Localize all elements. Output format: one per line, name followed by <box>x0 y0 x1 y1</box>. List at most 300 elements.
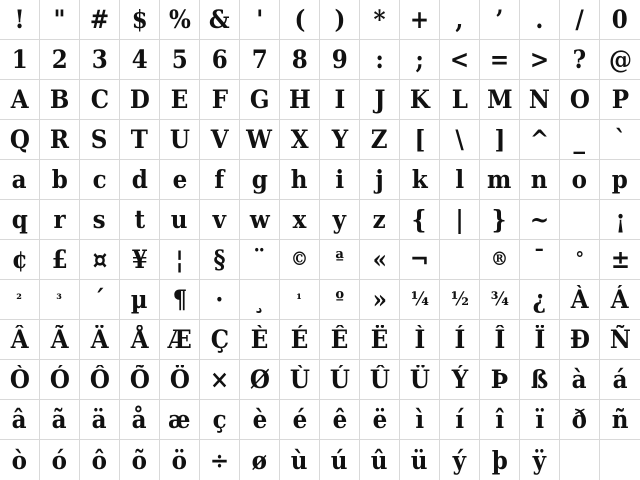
glyph-cell[interactable] <box>440 280 480 320</box>
glyph-cell[interactable] <box>0 440 40 480</box>
glyph-cell[interactable] <box>520 160 560 200</box>
glyph-character: d <box>131 165 148 194</box>
glyph-cell[interactable] <box>80 440 120 480</box>
glyph-character: Z <box>371 125 388 154</box>
glyph-cell[interactable] <box>160 120 200 160</box>
glyph-character: ] <box>494 125 505 154</box>
glyph-cell[interactable] <box>280 0 320 40</box>
glyph-character: Ê <box>330 325 349 354</box>
glyph-cell[interactable] <box>400 400 440 440</box>
glyph-character: ï <box>535 405 544 434</box>
glyph-character: u <box>171 205 188 234</box>
glyph-cell[interactable] <box>0 80 40 120</box>
glyph-character: ; <box>415 45 424 74</box>
glyph-cell[interactable] <box>520 80 560 120</box>
glyph-cell[interactable] <box>440 0 480 40</box>
glyph-cell[interactable] <box>160 240 200 280</box>
glyph-cell[interactable] <box>40 200 80 240</box>
glyph-character: + <box>409 5 430 34</box>
glyph-cell[interactable] <box>520 320 560 360</box>
glyph-cell[interactable] <box>120 280 160 320</box>
glyph-cell[interactable] <box>400 280 440 320</box>
glyph-cell[interactable] <box>240 0 280 40</box>
glyph-cell[interactable] <box>120 0 160 40</box>
glyph-cell[interactable] <box>120 40 160 80</box>
glyph-cell[interactable] <box>80 240 120 280</box>
glyph-cell[interactable] <box>120 360 160 400</box>
glyph-character: « <box>372 245 387 274</box>
glyph-cell[interactable] <box>200 120 240 160</box>
glyph-cell[interactable] <box>280 240 320 280</box>
glyph-cell[interactable] <box>400 160 440 200</box>
glyph-cell[interactable] <box>0 400 40 440</box>
glyph-cell[interactable] <box>40 360 80 400</box>
glyph-cell[interactable] <box>80 360 120 400</box>
glyph-character: ° <box>575 248 584 270</box>
glyph-cell[interactable] <box>360 0 400 40</box>
glyph-cell[interactable] <box>560 360 600 400</box>
glyph-cell[interactable] <box>280 80 320 120</box>
glyph-character: ® <box>490 248 509 270</box>
glyph-character: 4 <box>131 45 148 74</box>
glyph-character: v <box>212 205 227 234</box>
glyph-cell[interactable] <box>160 400 200 440</box>
glyph-cell[interactable] <box>40 280 80 320</box>
glyph-cell[interactable] <box>320 160 360 200</box>
glyph-character: § <box>213 245 226 274</box>
glyph-cell[interactable] <box>80 200 120 240</box>
glyph-cell[interactable] <box>360 160 400 200</box>
glyph-cell[interactable] <box>600 120 640 160</box>
glyph-character: ´ <box>93 285 106 314</box>
glyph-character: ¶ <box>172 285 187 314</box>
glyph-character: n <box>531 165 548 194</box>
glyph-cell[interactable] <box>440 80 480 120</box>
glyph-character: R <box>49 125 70 154</box>
glyph-cell[interactable] <box>520 440 560 480</box>
glyph-cell[interactable] <box>440 400 480 440</box>
glyph-cell[interactable] <box>240 280 280 320</box>
glyph-character: t <box>134 205 145 234</box>
glyph-character: © <box>290 248 309 270</box>
glyph-cell[interactable] <box>200 200 240 240</box>
glyph-character: ð <box>571 405 588 434</box>
glyph-character: ( <box>294 5 305 34</box>
glyph-character: O <box>569 85 590 114</box>
glyph-cell[interactable] <box>360 440 400 480</box>
glyph-cell[interactable] <box>600 40 640 80</box>
glyph-cell[interactable] <box>80 400 120 440</box>
glyph-cell[interactable] <box>280 320 320 360</box>
glyph-character: ' <box>255 5 264 34</box>
glyph-cell[interactable] <box>0 200 40 240</box>
glyph-cell[interactable] <box>280 120 320 160</box>
glyph-character: ü <box>411 445 428 475</box>
glyph-cell[interactable] <box>200 440 240 480</box>
glyph-cell[interactable] <box>480 200 520 240</box>
glyph-cell[interactable] <box>400 120 440 160</box>
glyph-cell[interactable] <box>240 120 280 160</box>
glyph-character: â <box>12 405 27 434</box>
glyph-cell[interactable] <box>200 160 240 200</box>
glyph-cell[interactable] <box>440 240 480 280</box>
glyph-cell[interactable] <box>160 360 200 400</box>
glyph-character: ² <box>16 291 23 308</box>
glyph-character: Å <box>130 325 149 354</box>
glyph-cell[interactable] <box>360 200 400 240</box>
glyph-cell[interactable] <box>200 240 240 280</box>
glyph-cell[interactable] <box>440 200 480 240</box>
glyph-cell[interactable] <box>120 120 160 160</box>
glyph-cell[interactable] <box>400 440 440 480</box>
glyph-cell[interactable] <box>360 240 400 280</box>
glyph-character: ó <box>51 445 68 475</box>
glyph-cell[interactable] <box>240 200 280 240</box>
glyph-cell[interactable] <box>480 0 520 40</box>
glyph-cell[interactable] <box>240 440 280 480</box>
glyph-cell[interactable] <box>120 440 160 480</box>
glyph-cell[interactable] <box>200 400 240 440</box>
glyph-cell[interactable] <box>200 320 240 360</box>
glyph-character: . <box>535 5 544 34</box>
glyph-character: Y <box>331 125 348 154</box>
glyph-character: ¬ <box>409 245 430 274</box>
glyph-cell[interactable] <box>40 160 80 200</box>
glyph-cell[interactable] <box>120 400 160 440</box>
glyph-cell[interactable] <box>440 120 480 160</box>
glyph-character: ì <box>415 405 424 434</box>
glyph-cell[interactable] <box>280 40 320 80</box>
glyph-cell[interactable] <box>40 80 80 120</box>
glyph-character: à <box>572 365 587 394</box>
glyph-character: a <box>12 165 27 194</box>
glyph-character: ù <box>291 445 308 475</box>
glyph-character: ª <box>335 248 344 270</box>
glyph-cell[interactable] <box>40 120 80 160</box>
glyph-cell[interactable] <box>40 40 80 80</box>
glyph-cell[interactable] <box>600 80 640 120</box>
glyph-cell[interactable] <box>200 80 240 120</box>
glyph-cell[interactable] <box>440 440 480 480</box>
glyph-character: Í <box>454 325 465 354</box>
glyph-character: ý <box>452 445 467 475</box>
glyph-cell[interactable] <box>520 400 560 440</box>
glyph-cell[interactable] <box>240 160 280 200</box>
glyph-cell[interactable] <box>400 80 440 120</box>
glyph-character: 1 <box>11 45 28 74</box>
glyph-cell[interactable] <box>120 320 160 360</box>
glyph-cell[interactable] <box>520 0 560 40</box>
glyph-character: Þ <box>490 365 509 394</box>
glyph-cell[interactable] <box>120 160 160 200</box>
glyph-cell[interactable] <box>600 160 640 200</box>
glyph-cell[interactable] <box>280 160 320 200</box>
glyph-character: Ð <box>569 325 590 354</box>
glyph-character: > <box>529 45 550 74</box>
glyph-cell[interactable] <box>320 240 360 280</box>
glyph-character: T <box>130 125 149 154</box>
glyph-cell[interactable] <box>400 360 440 400</box>
glyph-cell[interactable] <box>160 320 200 360</box>
glyph-character: # <box>89 5 110 34</box>
glyph-cell[interactable] <box>320 400 360 440</box>
glyph-character: % <box>168 5 191 34</box>
glyph-character: V <box>210 125 229 154</box>
glyph-cell[interactable] <box>0 120 40 160</box>
glyph-cell[interactable] <box>200 40 240 80</box>
glyph-cell[interactable] <box>120 240 160 280</box>
glyph-cell[interactable] <box>320 40 360 80</box>
glyph-character: o <box>571 165 588 194</box>
glyph-cell[interactable] <box>400 40 440 80</box>
glyph-character: û <box>371 445 388 475</box>
glyph-cell[interactable] <box>80 0 120 40</box>
glyph-character: " <box>53 5 66 34</box>
glyph-character: å <box>132 405 147 434</box>
glyph-cell[interactable] <box>240 400 280 440</box>
glyph-cell[interactable] <box>160 280 200 320</box>
glyph-character: 9 <box>331 45 348 74</box>
glyph-cell[interactable] <box>600 280 640 320</box>
glyph-cell[interactable] <box>560 240 600 280</box>
glyph-cell[interactable] <box>560 120 600 160</box>
glyph-character: 0 <box>611 5 629 34</box>
glyph-cell[interactable] <box>0 320 40 360</box>
glyph-cell[interactable] <box>40 320 80 360</box>
glyph-character: Ì <box>414 325 425 354</box>
glyph-cell[interactable] <box>520 200 560 240</box>
glyph-cell[interactable] <box>360 80 400 120</box>
glyph-cell[interactable] <box>400 320 440 360</box>
glyph-character: õ <box>131 445 148 475</box>
glyph-character: Ù <box>289 365 310 394</box>
glyph-cell[interactable] <box>280 440 320 480</box>
glyph-character: í <box>455 405 464 434</box>
glyph-cell[interactable] <box>480 400 520 440</box>
glyph-cell[interactable] <box>360 360 400 400</box>
glyph-character: È <box>250 325 269 354</box>
glyph-cell[interactable] <box>480 40 520 80</box>
glyph-cell[interactable] <box>560 200 600 240</box>
glyph-cell[interactable] <box>0 40 40 80</box>
glyph-cell[interactable] <box>160 440 200 480</box>
glyph-character: Î <box>494 325 505 354</box>
glyph-cell[interactable] <box>160 0 200 40</box>
glyph-cell[interactable] <box>80 120 120 160</box>
glyph-cell[interactable] <box>560 0 600 40</box>
glyph-cell[interactable] <box>440 320 480 360</box>
glyph-character: ³ <box>56 291 63 308</box>
glyph-character: | <box>455 205 464 234</box>
glyph-character: ` <box>614 125 626 154</box>
glyph-character: F <box>211 85 228 114</box>
glyph-cell[interactable] <box>400 0 440 40</box>
glyph-character: ¯ <box>533 245 546 274</box>
glyph-cell[interactable] <box>440 40 480 80</box>
glyph-character: c <box>92 165 107 194</box>
glyph-cell[interactable] <box>200 360 240 400</box>
glyph-character: Q <box>9 125 30 154</box>
glyph-character: ¤ <box>92 245 107 274</box>
glyph-character: ¿ <box>532 285 547 314</box>
glyph-cell[interactable] <box>480 360 520 400</box>
glyph-cell[interactable] <box>440 160 480 200</box>
glyph-cell[interactable] <box>560 160 600 200</box>
glyph-cell[interactable] <box>200 280 240 320</box>
glyph-cell[interactable] <box>200 0 240 40</box>
glyph-cell[interactable] <box>0 360 40 400</box>
glyph-cell[interactable] <box>360 120 400 160</box>
glyph-cell[interactable] <box>600 200 640 240</box>
glyph-cell[interactable] <box>80 280 120 320</box>
glyph-cell[interactable] <box>40 400 80 440</box>
glyph-cell[interactable] <box>80 160 120 200</box>
glyph-character: Æ <box>167 325 192 354</box>
glyph-character: w <box>249 205 270 234</box>
glyph-cell[interactable] <box>320 280 360 320</box>
glyph-cell[interactable] <box>0 160 40 200</box>
glyph-cell[interactable] <box>600 440 640 480</box>
glyph-cell[interactable] <box>280 400 320 440</box>
glyph-cell[interactable] <box>560 40 600 80</box>
glyph-character: f <box>214 165 225 194</box>
glyph-cell[interactable] <box>240 80 280 120</box>
glyph-cell[interactable] <box>560 440 600 480</box>
glyph-cell[interactable] <box>160 160 200 200</box>
glyph-cell[interactable] <box>560 80 600 120</box>
glyph-cell[interactable] <box>80 320 120 360</box>
glyph-character: î <box>495 405 504 434</box>
glyph-cell[interactable] <box>520 240 560 280</box>
glyph-cell[interactable] <box>0 280 40 320</box>
glyph-cell[interactable] <box>600 240 640 280</box>
glyph-character: ^ <box>529 125 550 154</box>
glyph-cell[interactable] <box>480 280 520 320</box>
glyph-character: } <box>492 205 507 234</box>
glyph-character: ú <box>331 445 348 475</box>
glyph-character: S <box>91 125 108 154</box>
glyph-character: C <box>90 85 109 114</box>
glyph-character: ± <box>610 245 630 274</box>
glyph-cell[interactable] <box>0 0 40 40</box>
glyph-cell[interactable] <box>400 240 440 280</box>
glyph-character: m <box>487 165 512 194</box>
glyph-cell[interactable] <box>560 280 600 320</box>
glyph-cell[interactable] <box>320 440 360 480</box>
glyph-cell[interactable] <box>320 80 360 120</box>
glyph-cell[interactable] <box>480 440 520 480</box>
glyph-cell[interactable] <box>600 400 640 440</box>
glyph-character: D <box>129 85 150 114</box>
glyph-cell[interactable] <box>80 40 120 80</box>
glyph-cell[interactable] <box>280 360 320 400</box>
glyph-cell[interactable] <box>520 360 560 400</box>
glyph-cell[interactable] <box>600 320 640 360</box>
glyph-character: q <box>11 205 28 234</box>
glyph-character: ¦ <box>175 245 184 274</box>
glyph-cell[interactable] <box>80 80 120 120</box>
glyph-cell[interactable] <box>240 240 280 280</box>
glyph-cell[interactable] <box>560 320 600 360</box>
glyph-cell[interactable] <box>400 200 440 240</box>
glyph-cell[interactable] <box>360 40 400 80</box>
glyph-cell[interactable] <box>600 360 640 400</box>
glyph-character: ? <box>572 45 587 74</box>
glyph-cell[interactable] <box>320 0 360 40</box>
glyph-cell[interactable] <box>480 320 520 360</box>
glyph-character: = <box>489 45 510 74</box>
glyph-cell[interactable] <box>520 280 560 320</box>
glyph-character: Ô <box>89 365 110 394</box>
glyph-character: º <box>335 288 344 310</box>
glyph-cell[interactable] <box>320 320 360 360</box>
glyph-cell[interactable] <box>40 240 80 280</box>
glyph-cell[interactable] <box>120 200 160 240</box>
glyph-character: r <box>53 205 66 234</box>
glyph-character: J <box>374 85 385 114</box>
glyph-cell[interactable] <box>240 360 280 400</box>
glyph-cell[interactable] <box>160 80 200 120</box>
glyph-cell[interactable] <box>480 120 520 160</box>
glyph-character: £ <box>51 245 68 274</box>
glyph-cell[interactable] <box>40 0 80 40</box>
glyph-cell[interactable] <box>480 240 520 280</box>
glyph-character: Ç <box>210 325 229 354</box>
glyph-cell[interactable] <box>560 400 600 440</box>
glyph-cell[interactable] <box>480 160 520 200</box>
glyph-cell[interactable] <box>360 280 400 320</box>
glyph-character: Ó <box>49 365 70 394</box>
glyph-cell[interactable] <box>520 40 560 80</box>
glyph-cell[interactable] <box>160 200 200 240</box>
glyph-character: 8 <box>291 45 308 74</box>
glyph-character: P <box>611 85 629 114</box>
glyph-character: Ò <box>9 365 30 394</box>
glyph-character: ¨ <box>253 245 266 274</box>
glyph-character: g <box>251 165 268 194</box>
glyph-cell[interactable] <box>440 360 480 400</box>
glyph-character: @ <box>608 45 632 74</box>
glyph-cell[interactable] <box>320 120 360 160</box>
glyph-cell[interactable] <box>520 120 560 160</box>
glyph-character: e <box>172 165 187 194</box>
glyph-character: À <box>570 285 589 314</box>
glyph-cell[interactable] <box>120 80 160 120</box>
glyph-character: ñ <box>611 405 629 434</box>
glyph-cell[interactable] <box>360 320 400 360</box>
glyph-cell[interactable] <box>320 200 360 240</box>
glyph-cell[interactable] <box>0 240 40 280</box>
glyph-character: A <box>10 85 29 114</box>
glyph-character: æ <box>168 405 191 434</box>
glyph-character: $ <box>131 5 148 34</box>
glyph-cell[interactable] <box>600 0 640 40</box>
glyph-cell[interactable] <box>480 80 520 120</box>
glyph-cell[interactable] <box>360 400 400 440</box>
glyph-cell[interactable] <box>240 320 280 360</box>
glyph-character: Ä <box>90 325 109 354</box>
glyph-cell[interactable] <box>280 280 320 320</box>
glyph-cell[interactable] <box>280 200 320 240</box>
glyph-character: p <box>611 165 629 194</box>
glyph-cell[interactable] <box>320 360 360 400</box>
glyph-cell[interactable] <box>240 40 280 80</box>
glyph-cell[interactable] <box>40 440 80 480</box>
glyph-character: ø <box>251 445 268 475</box>
glyph-character: Ã <box>50 325 69 354</box>
glyph-cell[interactable] <box>160 40 200 80</box>
glyph-character: ¸ <box>253 285 266 314</box>
